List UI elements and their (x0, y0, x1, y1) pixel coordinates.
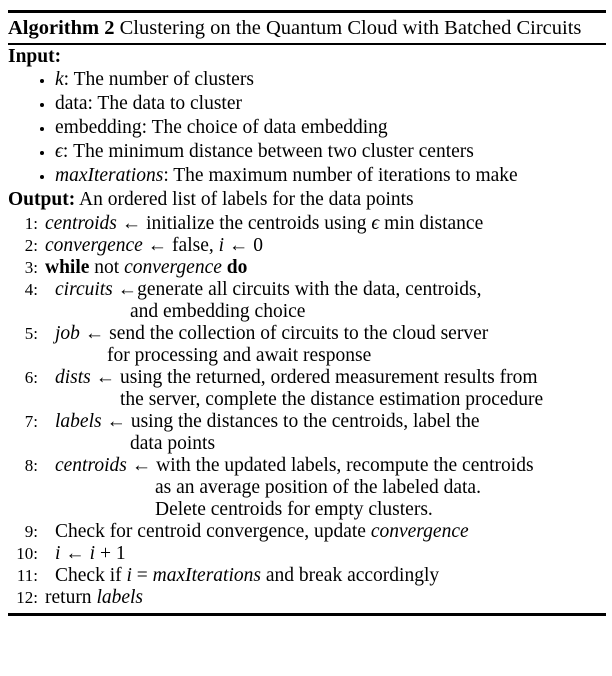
text-segment: labels (96, 587, 144, 608)
output-label: Output: (8, 189, 76, 210)
text-segment: maxIterations (152, 565, 261, 586)
input-item (55, 68, 606, 92)
line-body (45, 235, 606, 257)
line-body (45, 521, 606, 543)
text-segment: data points (130, 433, 216, 454)
text-segment: labels (55, 411, 102, 432)
text-segment: ← using the distances to the centroids, label the (101, 411, 480, 432)
line-number: 10: (16, 544, 38, 563)
code-line (8, 213, 606, 235)
text-segment: ← initialize the centroids using (116, 213, 372, 234)
line-body (45, 213, 606, 235)
text-segment: + 1 (95, 543, 126, 564)
code-line (8, 235, 606, 257)
text-segment: centroids (55, 455, 127, 476)
text-segment: embedding: The choice of data embedding (55, 117, 388, 138)
line-body (45, 477, 606, 499)
text-segment: maxIterations (55, 165, 164, 186)
line-body (45, 345, 606, 367)
line-number (8, 433, 45, 455)
text-segment: and break accordingly (260, 565, 440, 586)
line-body (45, 411, 606, 433)
algorithm-title (8, 16, 606, 40)
code-line (8, 477, 606, 499)
line-body (45, 257, 606, 279)
text-segment: k (55, 69, 64, 90)
text-segment: centroids (45, 213, 117, 234)
line-number: 9: (24, 522, 38, 541)
text-segment: ϵ (371, 213, 380, 234)
line-number: 5: (24, 324, 38, 343)
text-segment: ← 0 (224, 235, 264, 256)
bottom-rule (8, 613, 606, 616)
line-body (45, 455, 606, 477)
code-line (8, 521, 606, 543)
input-item (55, 92, 606, 116)
text-segment: i (89, 543, 96, 564)
line-number (8, 301, 45, 323)
line-number: 3: (24, 258, 38, 277)
text-segment: as an average position of the labeled data. (155, 477, 481, 498)
line-number: 8: (24, 456, 38, 475)
text-segment: ←generate all circuits with the data, centroids, (112, 279, 482, 300)
code-line (8, 323, 606, 345)
text-segment: : The number of clusters (63, 69, 254, 90)
text-segment: dists (55, 367, 91, 388)
line-body (45, 499, 606, 521)
text-segment: ϵ (55, 141, 63, 162)
line-number (8, 389, 45, 411)
code-line (8, 367, 606, 389)
line-number: 7: (24, 412, 38, 431)
text-segment: job (55, 323, 80, 344)
text-segment: return (45, 587, 97, 608)
text-segment: i (55, 543, 61, 564)
text-segment: : The maximum number of iterations to make (163, 165, 518, 186)
code-line (8, 499, 606, 521)
line-number: 6: (24, 368, 38, 387)
text-segment: convergence (370, 521, 469, 542)
input-label: Input: (8, 46, 62, 67)
line-body (45, 587, 606, 609)
text-segment: : The minimum distance between two cluster centers (62, 141, 474, 162)
line-number: 11: (16, 566, 38, 585)
text-segment: data: The data to cluster (55, 93, 242, 114)
text-segment: while (45, 257, 90, 278)
line-number (8, 499, 45, 521)
code-lines (8, 213, 606, 609)
text-segment: ← using the returned, ordered measurement results from (90, 367, 538, 388)
code-line (8, 257, 606, 279)
algorithm-label: Algorithm 2 (8, 17, 115, 39)
code-line (8, 279, 606, 301)
text-segment: convergence (45, 235, 143, 256)
top-rule (8, 10, 606, 13)
code-line (8, 345, 606, 367)
input-item (55, 116, 606, 140)
code-line (8, 301, 606, 323)
text-segment: i (218, 235, 225, 256)
line-body (45, 389, 606, 411)
line-body (45, 323, 606, 345)
text-segment: not (89, 257, 125, 278)
text-segment: ← false, (142, 235, 219, 256)
code-line (8, 455, 606, 477)
text-segment: Check if (55, 565, 127, 586)
line-body (45, 367, 606, 389)
text-segment: and embedding choice (130, 301, 306, 322)
text-segment: do (226, 257, 248, 278)
text-segment: ← send the collection of circuits to the cloud server (79, 323, 489, 344)
line-body (45, 433, 606, 455)
output-text: An ordered list of labels for the data points (75, 189, 414, 210)
input-item (55, 140, 606, 164)
text-segment: Check for centroid convergence, update (55, 521, 371, 542)
code-line (8, 565, 606, 587)
text-segment: for processing and await response (107, 345, 372, 366)
line-body (45, 543, 606, 565)
text-segment: = (131, 565, 153, 586)
code-line (8, 543, 606, 565)
text-segment: ← with the updated labels, recompute the centroids (126, 455, 534, 476)
line-body (45, 279, 606, 301)
output-line (8, 188, 606, 211)
line-body (45, 565, 606, 587)
line-number: 2: (24, 236, 38, 255)
code-line (8, 587, 606, 609)
line-number: 1: (24, 214, 38, 233)
text-segment: ← (60, 543, 90, 564)
algorithm-title-text: Clustering on the Quantum Cloud with Batched Circuits (114, 17, 582, 39)
input-item (55, 164, 606, 188)
line-number (8, 477, 45, 499)
line-body (45, 301, 606, 323)
line-number (8, 345, 45, 367)
text-segment: min distance (379, 213, 484, 234)
text-segment: circuits (55, 279, 113, 300)
text-segment: the server, complete the distance estimation procedure (120, 389, 544, 410)
line-number: 4: (24, 280, 38, 299)
code-line (8, 433, 606, 455)
code-line (8, 411, 606, 433)
line-number: 12: (16, 588, 38, 607)
text-segment: Delete centroids for empty clusters. (155, 499, 433, 520)
input-list (8, 68, 606, 188)
text-segment: convergence (124, 257, 222, 278)
code-line (8, 389, 606, 411)
text-segment: i (126, 565, 132, 586)
